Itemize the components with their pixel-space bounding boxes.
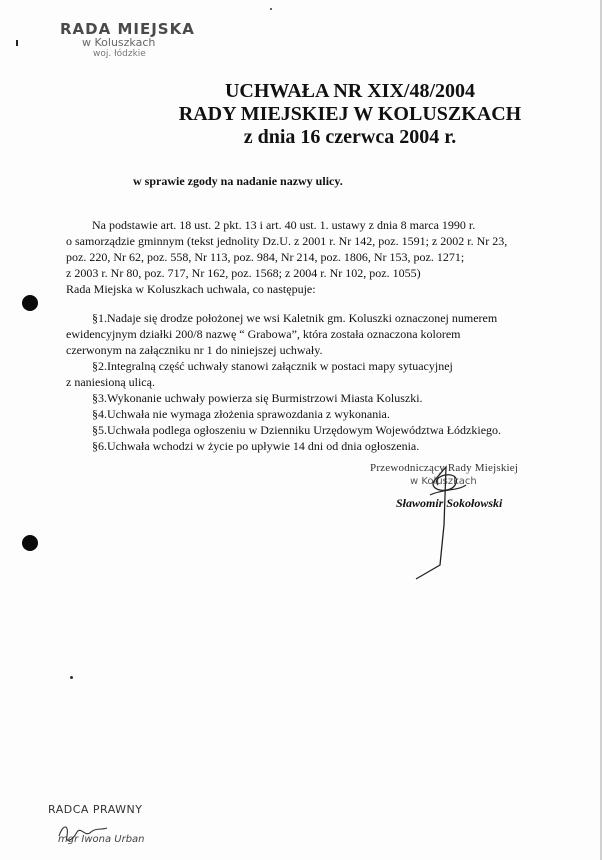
scan-speck bbox=[70, 676, 73, 679]
paragraph-line: §4.Uchwała nie wymaga złożenia sprawozdania z wykonania. bbox=[92, 407, 390, 421]
signatory-title: Przewodniczący Rady Miejskiej bbox=[370, 462, 519, 474]
paragraph-line: §3.Wykonanie uchwały powierza się Burmistrzowi Miasta Koluszki. bbox=[92, 391, 423, 405]
council-stamp bbox=[60, 20, 210, 59]
stamp-line-2: w Koluszkach bbox=[82, 36, 156, 49]
scan-speck bbox=[270, 8, 272, 10]
signatory-place: w Koluszkach bbox=[410, 476, 477, 487]
signatory-name: Sławomir Sokołowski bbox=[396, 496, 503, 510]
legal-advisor-signature bbox=[55, 822, 115, 846]
paragraph-line: z naniesioną ulicą. bbox=[66, 375, 155, 389]
preamble-line: z 2003 r. Nr 80, poz. 717, Nr 162, poz. 1568; z 2004 r. Nr 102, poz. 1055) bbox=[66, 266, 421, 280]
preamble-line: o samorządzie gminnym (tekst jednolity Dz.U. z 2001 r. Nr 142, poz. 1591; z 2002 r. Nr 23, bbox=[66, 234, 508, 248]
resolution-number: UCHWAŁA NR XIX/48/2004 bbox=[224, 80, 476, 102]
resolution-body bbox=[66, 217, 546, 454]
preamble-line: Na podstawie art. 18 ust. 2 pkt. 13 i art. 40 ust. 1. ustawy z dnia 8 marca 1990 r. bbox=[92, 218, 476, 232]
punch-hole-top bbox=[22, 295, 38, 311]
paragraph-line: §6.Uchwała wchodzi w życie po upływie 14 dni od dnia ogłoszenia. bbox=[92, 439, 420, 453]
preamble-line: Rada Miejska w Koluszkach uchwala, co następuje: bbox=[66, 282, 316, 296]
resolution-date: z dnia 16 czerwca 2004 r. bbox=[243, 126, 457, 148]
handwritten-signature bbox=[400, 455, 480, 585]
scan-mark bbox=[16, 40, 18, 46]
legal-advisor-name: mgr Iwona Urban bbox=[58, 834, 145, 845]
resolution-subject: w sprawie zgody na nadanie nazwy ulicy. bbox=[133, 174, 343, 188]
resolution-authority: RADY MIEJSKIEJ W KOLUSZKACH bbox=[178, 103, 522, 125]
paragraph-line: §1.Nadaje się drodze położonej we wsi Kaletnik gm. Koluszki oznaczonej numerem bbox=[92, 311, 498, 325]
paragraph-line: §2.Integralną część uchwały stanowi załącznik w postaci mapy sytuacyjnej bbox=[92, 359, 453, 373]
stamp-line-3: woj. łódzkie bbox=[93, 49, 146, 59]
preamble-line: poz. 220, Nr 62, poz. 558, Nr 113, poz. 984, Nr 214, poz. 1806, Nr 153, poz. 1271; bbox=[66, 250, 465, 264]
paragraph-line: czerwonym na załączniku nr 1 do niniejszej uchwały. bbox=[66, 343, 323, 357]
paragraph-line: §5.Uchwała podlega ogłoszeniu w Dzienniku Urzędowym Województwa Łódzkiego. bbox=[92, 423, 502, 437]
punch-hole-bottom bbox=[22, 535, 38, 551]
paragraph-line: ewidencyjnym działki 200/8 nazwę “ Grabowa”, która została oznaczona kolorem bbox=[66, 327, 461, 341]
legal-advisor-title: RADCA PRAWNY bbox=[48, 803, 143, 816]
stamp-line-1: RADA MIEJSKA bbox=[60, 20, 195, 38]
